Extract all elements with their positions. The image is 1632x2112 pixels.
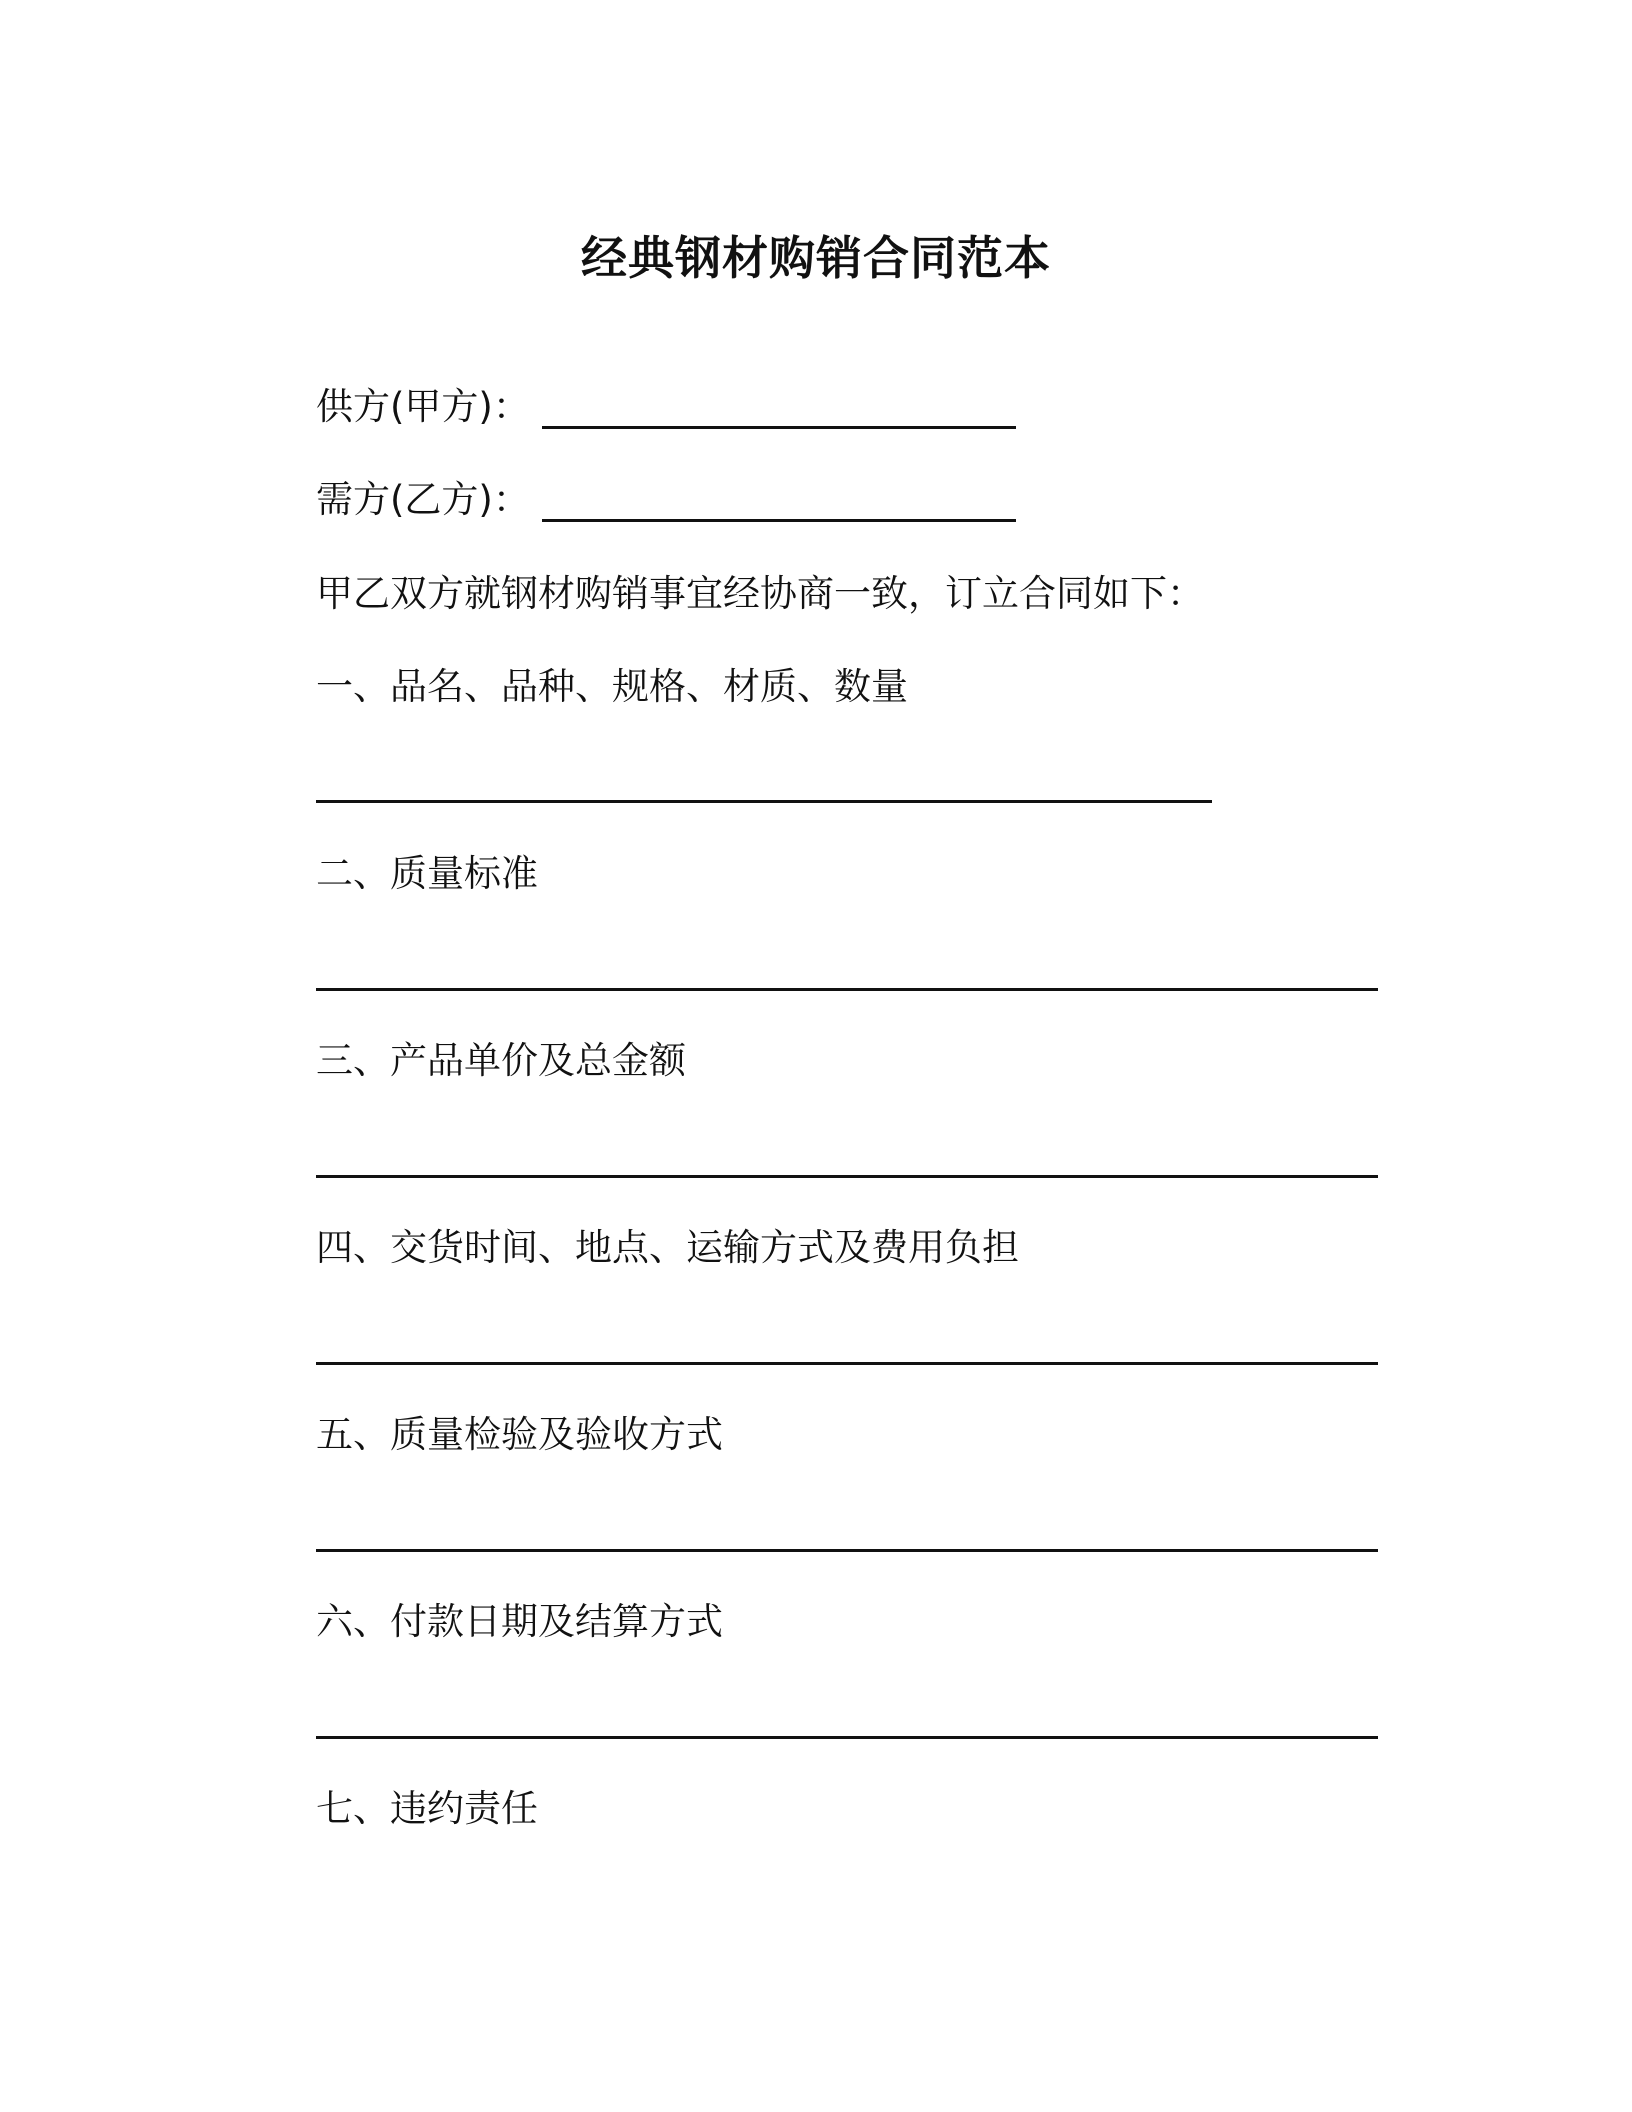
section-blank-4: [316, 1362, 1378, 1365]
section-blank-3: [316, 1175, 1378, 1178]
section-heading-2: 二、质量标准: [316, 852, 538, 895]
section-heading-7: 七、违约责任: [316, 1787, 538, 1830]
section-heading-3: 三、产品单价及总金额: [316, 1039, 686, 1082]
section-heading-1: 一、品名、品种、规格、材质、数量: [316, 665, 908, 708]
section-blank-2: [316, 988, 1378, 991]
buyer-blank: [542, 485, 1016, 522]
section-blank-5: [316, 1549, 1378, 1552]
section-blank-1: [316, 800, 1212, 803]
supplier-blank: [542, 392, 1016, 429]
intro-text: 甲乙双方就钢材购销事宜经协商一致，订立合同如下：: [316, 572, 1204, 615]
section-blank-6: [316, 1736, 1378, 1739]
section-heading-5: 五、质量检验及验收方式: [316, 1413, 723, 1456]
buyer-label: 需方(乙方)：: [316, 478, 530, 521]
section-heading-4: 四、交货时间、地点、运输方式及费用负担: [316, 1226, 1019, 1269]
section-heading-6: 六、付款日期及结算方式: [316, 1600, 723, 1643]
supplier-label: 供方(甲方)：: [316, 385, 530, 428]
document-title: 经典钢材购销合同范本: [581, 231, 1051, 285]
supplier-line: [316, 385, 1016, 429]
buyer-line: [316, 478, 1016, 522]
